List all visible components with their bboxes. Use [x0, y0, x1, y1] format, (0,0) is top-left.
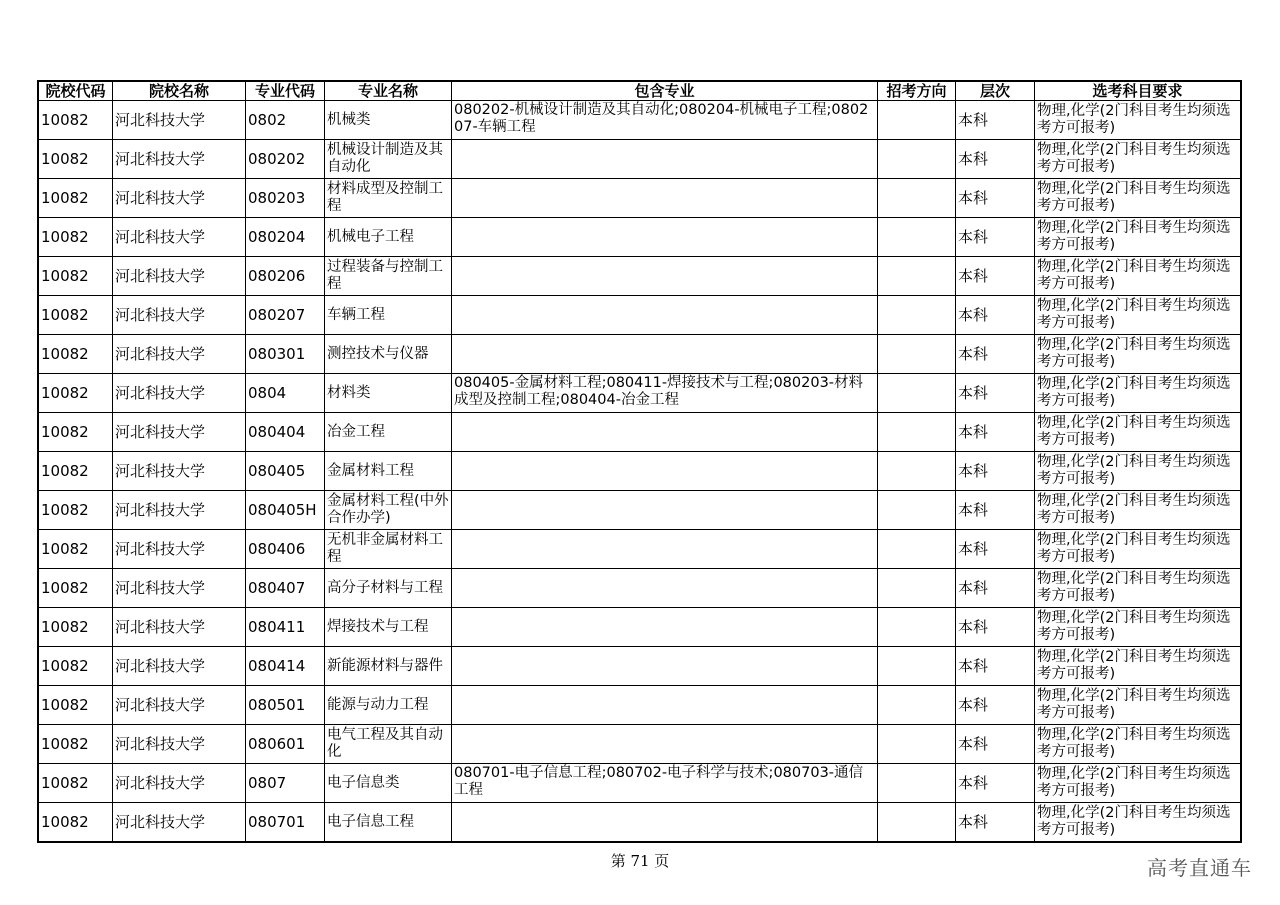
school-name-cell: 河北科技大学 — [113, 608, 246, 647]
level-cell: 本科 — [956, 530, 1035, 569]
major-name-cell: 无机非金属材料工程 — [325, 530, 452, 569]
major-name-cell: 电子信息类 — [325, 764, 452, 803]
major-name-cell: 能源与动力工程 — [325, 686, 452, 725]
included-majors-cell — [452, 335, 878, 374]
level-cell: 本科 — [956, 608, 1035, 647]
direction-cell — [878, 179, 956, 218]
major-code-cell: 080405 — [246, 452, 325, 491]
direction-cell — [878, 686, 956, 725]
direction-cell — [878, 335, 956, 374]
direction-cell — [878, 452, 956, 491]
included-majors-cell: 080701-电子信息工程;080702-电子科学与技术;080703-通信工程 — [452, 764, 878, 803]
level-cell: 本科 — [956, 374, 1035, 413]
major-code-cell: 080414 — [246, 647, 325, 686]
school-code-cell: 10082 — [39, 803, 113, 842]
subject-requirement-cell: 物理,化学(2门科目考生均须选考方可报考) — [1035, 725, 1241, 764]
major-code-cell: 0802 — [246, 101, 325, 140]
table-row — [39, 803, 1241, 842]
subject-requirement-cell: 物理,化学(2门科目考生均须选考方可报考) — [1035, 530, 1241, 569]
table-row — [39, 374, 1241, 413]
school-name-cell: 河北科技大学 — [113, 218, 246, 257]
subject-requirement-cell: 物理,化学(2门科目考生均须选考方可报考) — [1035, 569, 1241, 608]
table-row — [39, 569, 1241, 608]
level-cell: 本科 — [956, 218, 1035, 257]
included-majors-cell — [452, 413, 878, 452]
direction-cell — [878, 803, 956, 842]
major-name-cell: 新能源材料与器件 — [325, 647, 452, 686]
table-row — [39, 335, 1241, 374]
major-name-cell: 焊接技术与工程 — [325, 608, 452, 647]
included-majors-cell — [452, 530, 878, 569]
subject-requirement-cell: 物理,化学(2门科目考生均须选考方可报考) — [1035, 257, 1241, 296]
level-cell: 本科 — [956, 725, 1035, 764]
level-cell: 本科 — [956, 647, 1035, 686]
level-cell: 本科 — [956, 413, 1035, 452]
table-row — [39, 140, 1241, 179]
school-name-cell: 河北科技大学 — [113, 569, 246, 608]
major-code-cell: 0804 — [246, 374, 325, 413]
major-name-cell: 机械类 — [325, 101, 452, 140]
major-code-cell: 080204 — [246, 218, 325, 257]
major-code-cell: 080405H — [246, 491, 325, 530]
major-code-cell: 080406 — [246, 530, 325, 569]
school-code-cell: 10082 — [39, 374, 113, 413]
level-cell: 本科 — [956, 569, 1035, 608]
direction-cell — [878, 374, 956, 413]
included-majors-cell — [452, 179, 878, 218]
level-cell: 本科 — [956, 803, 1035, 842]
school-name-cell: 河北科技大学 — [113, 140, 246, 179]
table-row — [39, 296, 1241, 335]
included-majors-cell — [452, 725, 878, 764]
included-majors-cell — [452, 296, 878, 335]
direction-cell — [878, 647, 956, 686]
included-majors-cell — [452, 491, 878, 530]
level-cell: 本科 — [956, 296, 1035, 335]
direction-cell — [878, 764, 956, 803]
major-code-cell: 080203 — [246, 179, 325, 218]
school-code-cell: 10082 — [39, 257, 113, 296]
subject-requirement-cell: 物理,化学(2门科目考生均须选考方可报考) — [1035, 608, 1241, 647]
major-code-cell: 080701 — [246, 803, 325, 842]
subject-requirement-cell: 物理,化学(2门科目考生均须选考方可报考) — [1035, 803, 1241, 842]
major-code-cell: 080404 — [246, 413, 325, 452]
major-name-cell: 高分子材料与工程 — [325, 569, 452, 608]
level-cell: 本科 — [956, 491, 1035, 530]
level-cell: 本科 — [956, 335, 1035, 374]
school-name-cell: 河北科技大学 — [113, 530, 246, 569]
included-majors-cell: 080202-机械设计制造及其自动化;080204-机械电子工程;080207-车辆工程 — [452, 101, 878, 140]
school-name-cell: 河北科技大学 — [113, 725, 246, 764]
major-name-cell: 冶金工程 — [325, 413, 452, 452]
table-body — [39, 101, 1241, 842]
school-code-cell: 10082 — [39, 140, 113, 179]
major-name-cell: 车辆工程 — [325, 296, 452, 335]
major-code-cell: 080202 — [246, 140, 325, 179]
major-name-cell: 金属材料工程 — [325, 452, 452, 491]
table-row — [39, 218, 1241, 257]
subject-requirement-cell: 物理,化学(2门科目考生均须选考方可报考) — [1035, 140, 1241, 179]
school-name-cell: 河北科技大学 — [113, 257, 246, 296]
school-name-cell: 河北科技大学 — [113, 647, 246, 686]
subject-requirement-cell: 物理,化学(2门科目考生均须选考方可报考) — [1035, 686, 1241, 725]
col-header-school-code: 院校代码 — [39, 82, 113, 101]
major-name-cell: 电气工程及其自动化 — [325, 725, 452, 764]
direction-cell — [878, 101, 956, 140]
direction-cell — [878, 491, 956, 530]
col-header-direction: 招考方向 — [878, 82, 956, 101]
watermark-text: 高考直通车 — [1147, 856, 1252, 880]
direction-cell — [878, 530, 956, 569]
level-cell: 本科 — [956, 179, 1035, 218]
school-code-cell: 10082 — [39, 725, 113, 764]
table-row — [39, 491, 1241, 530]
table-row — [39, 101, 1241, 140]
major-code-cell: 080601 — [246, 725, 325, 764]
subject-requirement-cell: 物理,化学(2门科目考生均须选考方可报考) — [1035, 101, 1241, 140]
school-code-cell: 10082 — [39, 452, 113, 491]
major-name-cell: 测控技术与仪器 — [325, 335, 452, 374]
major-code-cell: 080501 — [246, 686, 325, 725]
school-code-cell: 10082 — [39, 296, 113, 335]
school-code-cell: 10082 — [39, 413, 113, 452]
school-code-cell: 10082 — [39, 530, 113, 569]
school-name-cell: 河北科技大学 — [113, 179, 246, 218]
major-code-cell: 0807 — [246, 764, 325, 803]
school-code-cell: 10082 — [39, 179, 113, 218]
subject-requirement-cell: 物理,化学(2门科目考生均须选考方可报考) — [1035, 218, 1241, 257]
page-number: 第 71 页 — [610, 852, 670, 870]
level-cell: 本科 — [956, 257, 1035, 296]
school-code-cell: 10082 — [39, 647, 113, 686]
school-code-cell: 10082 — [39, 764, 113, 803]
school-name-cell: 河北科技大学 — [113, 296, 246, 335]
school-code-cell: 10082 — [39, 569, 113, 608]
subject-requirement-cell: 物理,化学(2门科目考生均须选考方可报考) — [1035, 491, 1241, 530]
school-code-cell: 10082 — [39, 491, 113, 530]
major-name-cell: 金属材料工程(中外合作办学) — [325, 491, 452, 530]
school-code-cell: 10082 — [39, 608, 113, 647]
table-row — [39, 686, 1241, 725]
table-row — [39, 530, 1241, 569]
table-row — [39, 764, 1241, 803]
school-name-cell: 河北科技大学 — [113, 686, 246, 725]
major-code-cell: 080206 — [246, 257, 325, 296]
included-majors-cell: 080405-金属材料工程;080411-焊接技术与工程;080203-材料成型及控制工程;080404-冶金工程 — [452, 374, 878, 413]
school-name-cell: 河北科技大学 — [113, 803, 246, 842]
level-cell: 本科 — [956, 686, 1035, 725]
subject-requirement-cell: 物理,化学(2门科目考生均须选考方可报考) — [1035, 452, 1241, 491]
included-majors-cell — [452, 452, 878, 491]
school-name-cell: 河北科技大学 — [113, 491, 246, 530]
included-majors-cell — [452, 218, 878, 257]
direction-cell — [878, 725, 956, 764]
major-code-cell: 080411 — [246, 608, 325, 647]
included-majors-cell — [452, 569, 878, 608]
major-name-cell: 机械设计制造及其自动化 — [325, 140, 452, 179]
table-row — [39, 452, 1241, 491]
major-code-cell: 080301 — [246, 335, 325, 374]
included-majors-cell — [452, 140, 878, 179]
included-majors-cell — [452, 803, 878, 842]
table-row — [39, 413, 1241, 452]
level-cell: 本科 — [956, 452, 1035, 491]
school-name-cell: 河北科技大学 — [113, 764, 246, 803]
subject-requirement-cell: 物理,化学(2门科目考生均须选考方可报考) — [1035, 374, 1241, 413]
school-code-cell: 10082 — [39, 218, 113, 257]
direction-cell — [878, 608, 956, 647]
included-majors-cell — [452, 686, 878, 725]
major-name-cell: 材料类 — [325, 374, 452, 413]
school-name-cell: 河北科技大学 — [113, 413, 246, 452]
school-name-cell: 河北科技大学 — [113, 374, 246, 413]
level-cell: 本科 — [956, 764, 1035, 803]
direction-cell — [878, 296, 956, 335]
col-header-major-code: 专业代码 — [246, 82, 325, 101]
col-header-school-name: 院校名称 — [113, 82, 246, 101]
included-majors-cell — [452, 257, 878, 296]
school-code-cell: 10082 — [39, 101, 113, 140]
table-header-row — [39, 82, 1241, 101]
school-code-cell: 10082 — [39, 335, 113, 374]
subject-requirement-cell: 物理,化学(2门科目考生均须选考方可报考) — [1035, 335, 1241, 374]
major-name-cell: 机械电子工程 — [325, 218, 452, 257]
table-row — [39, 647, 1241, 686]
col-header-subject-requirement: 选考科目要求 — [1035, 82, 1241, 101]
subject-requirement-cell: 物理,化学(2门科目考生均须选考方可报考) — [1035, 764, 1241, 803]
level-cell: 本科 — [956, 101, 1035, 140]
direction-cell — [878, 257, 956, 296]
col-header-level: 层次 — [956, 82, 1035, 101]
subject-requirement-cell: 物理,化学(2门科目考生均须选考方可报考) — [1035, 413, 1241, 452]
admission-table — [38, 81, 1241, 842]
col-header-major-name: 专业名称 — [325, 82, 452, 101]
major-name-cell: 过程装备与控制工程 — [325, 257, 452, 296]
school-name-cell: 河北科技大学 — [113, 101, 246, 140]
table-row — [39, 725, 1241, 764]
major-name-cell: 电子信息工程 — [325, 803, 452, 842]
school-code-cell: 10082 — [39, 686, 113, 725]
table-row — [39, 608, 1241, 647]
level-cell: 本科 — [956, 140, 1035, 179]
included-majors-cell — [452, 647, 878, 686]
direction-cell — [878, 218, 956, 257]
table-row — [39, 257, 1241, 296]
included-majors-cell — [452, 608, 878, 647]
major-code-cell: 080207 — [246, 296, 325, 335]
school-name-cell: 河北科技大学 — [113, 335, 246, 374]
subject-requirement-cell: 物理,化学(2门科目考生均须选考方可报考) — [1035, 296, 1241, 335]
direction-cell — [878, 140, 956, 179]
table-row — [39, 179, 1241, 218]
school-name-cell: 河北科技大学 — [113, 452, 246, 491]
major-name-cell: 材料成型及控制工程 — [325, 179, 452, 218]
col-header-included-majors: 包含专业 — [452, 82, 878, 101]
subject-requirement-cell: 物理,化学(2门科目考生均须选考方可报考) — [1035, 647, 1241, 686]
direction-cell — [878, 569, 956, 608]
subject-requirement-cell: 物理,化学(2门科目考生均须选考方可报考) — [1035, 179, 1241, 218]
direction-cell — [878, 413, 956, 452]
major-code-cell: 080407 — [246, 569, 325, 608]
